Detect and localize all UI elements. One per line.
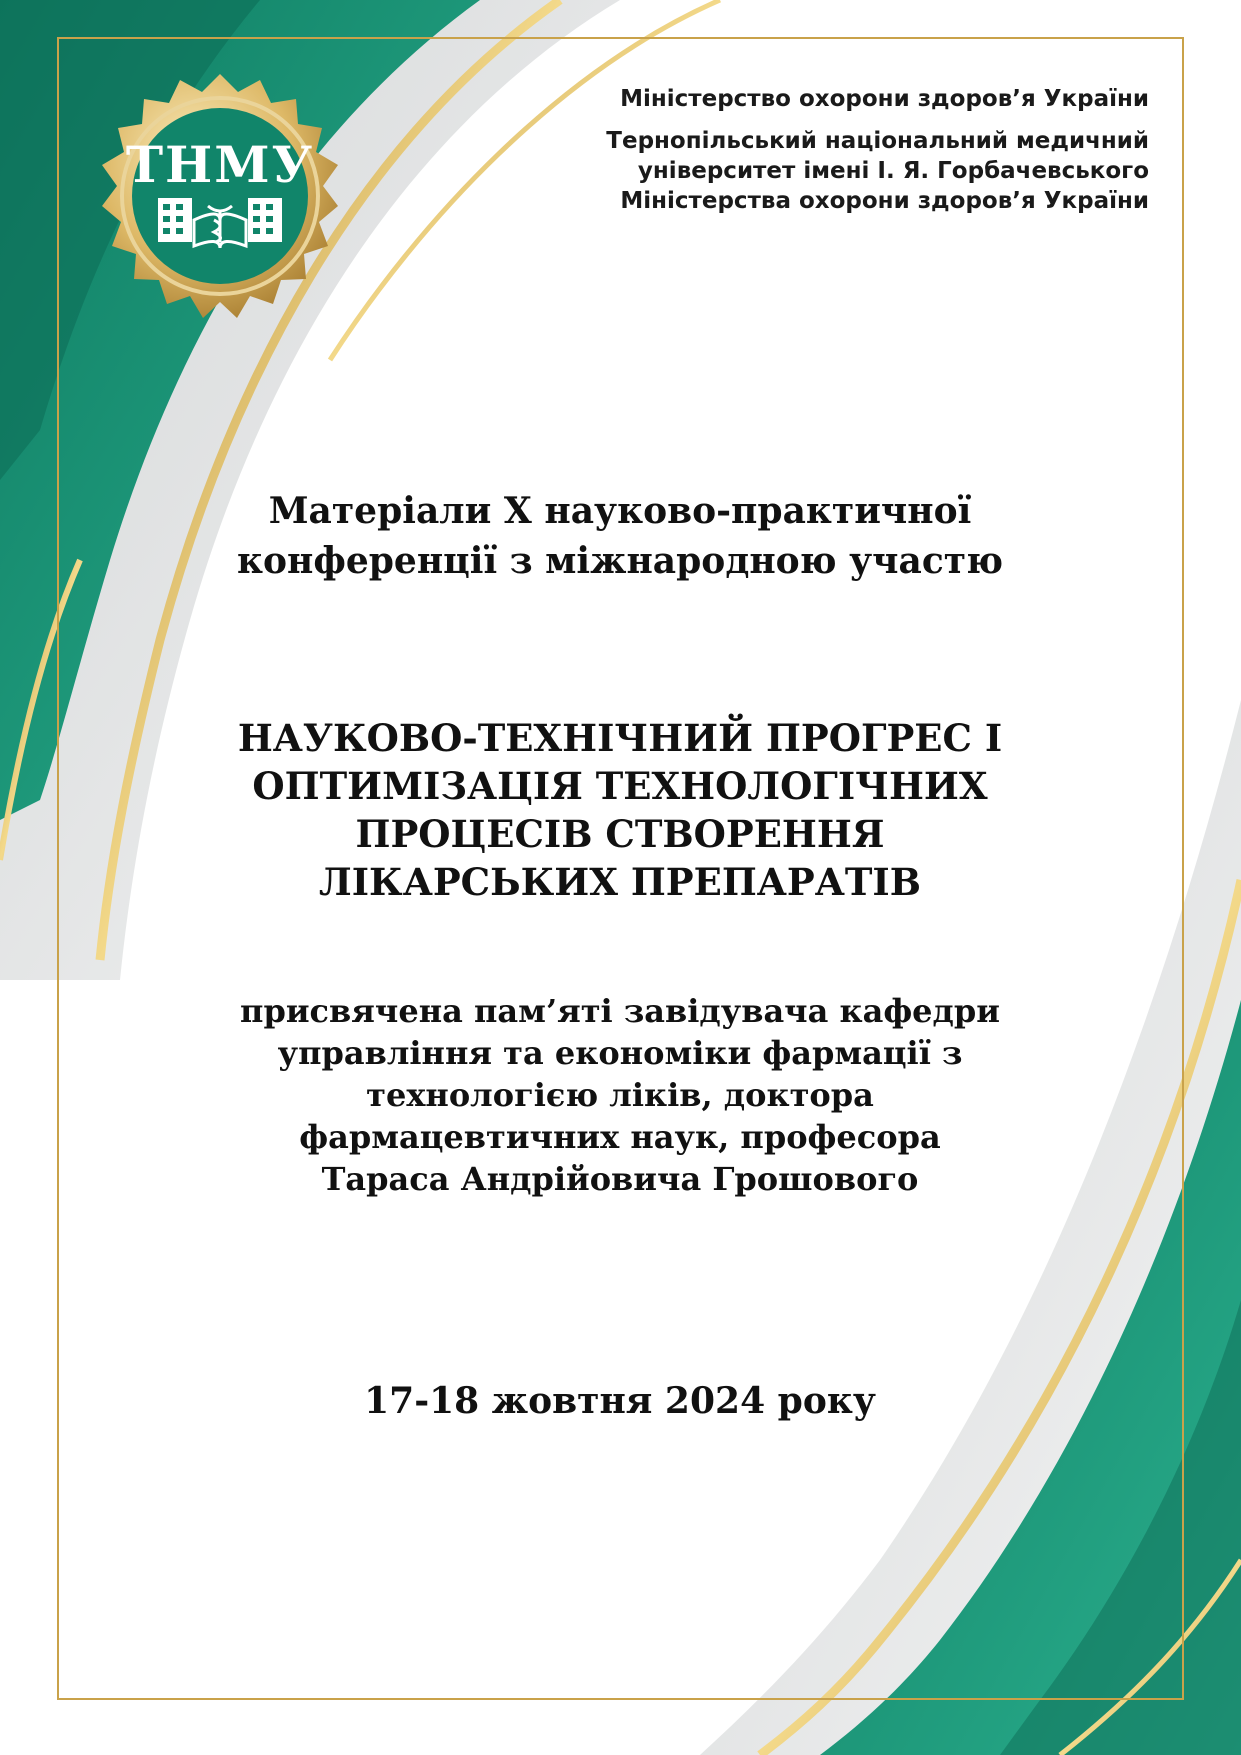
header-institution xyxy=(529,84,1149,216)
conference-materials-heading xyxy=(160,486,1080,586)
conference-date: 17-18 жовтня 2024 року xyxy=(364,1380,876,1422)
title-line-3: ПРОЦЕСІВ СТВОРЕННЯ xyxy=(355,812,885,856)
ministry-name: Міністерство охорони здоров’я України xyxy=(620,86,1149,112)
title-line-4: ЛІКАРСЬКИХ ПРЕПАРАТІВ xyxy=(319,860,921,904)
university-line-2: університет імені І. Я. Горбачевського xyxy=(637,158,1149,184)
university-line-3: Міністерства охорони здоров’я України xyxy=(620,188,1149,214)
materials-line-1: Матеріали X науково-практичної xyxy=(268,490,972,532)
conference-title xyxy=(160,714,1080,906)
title-line-1: НАУКОВО-ТЕХНІЧНИЙ ПРОГРЕС І xyxy=(237,716,1003,760)
dedication-line-3: технологією ліків, доктора xyxy=(366,1076,874,1114)
dedication-line-5: Тараса Андрійовича Грошового xyxy=(321,1160,919,1198)
dedication-line-2: управління та економіки фармації з xyxy=(277,1034,963,1072)
dedication xyxy=(160,990,1080,1200)
seal-text: ТНМУ xyxy=(125,135,315,194)
materials-line-2: конференції з міжнародною участю xyxy=(237,540,1003,582)
dedication-line-1: присвячена пам’яті завідувача кафедри xyxy=(240,992,1000,1030)
title-line-2: ОПТИМІЗАЦІЯ ТЕХНОЛОГІЧНИХ xyxy=(252,764,988,808)
dedication-line-4: фармацевтичних наук, професора xyxy=(299,1118,941,1156)
university-seal xyxy=(70,70,370,370)
university-line-1: Тернопільський національний медичний xyxy=(606,128,1149,154)
